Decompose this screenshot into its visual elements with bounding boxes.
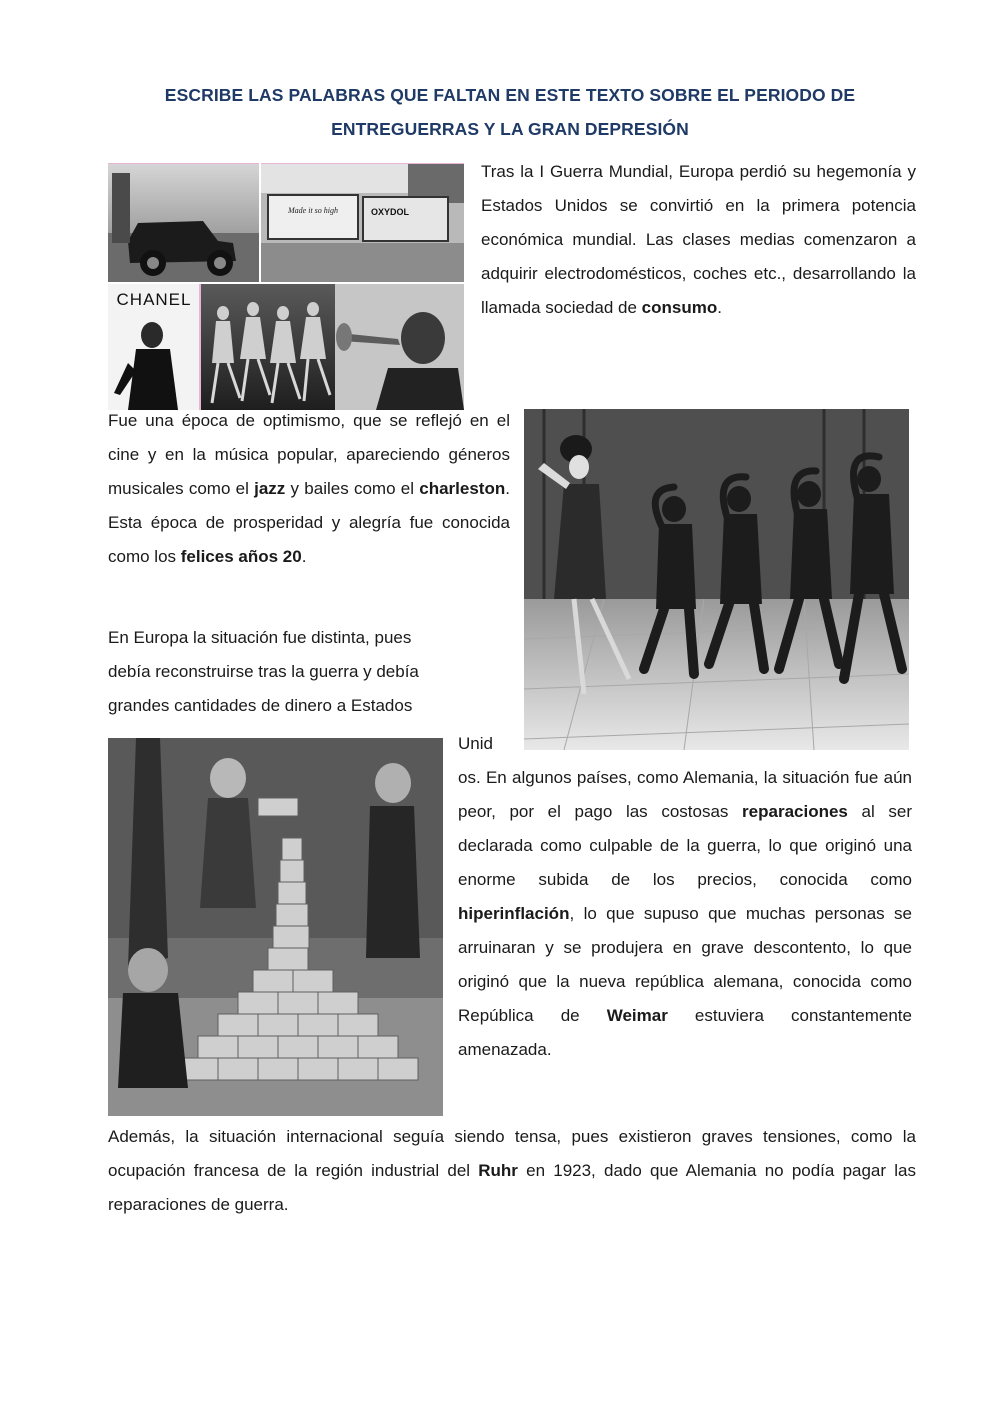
keyword-charleston: charleston: [419, 479, 506, 498]
p4-text-c: al ser declarada como culpable de la guerra, lo que originó una enorme subida de los precios, conocida como: [458, 802, 913, 889]
keyword-weimar: Weimar: [606, 1006, 668, 1025]
keyword-jazz: jazz: [254, 479, 286, 498]
title-line-1: ESCRIBE LAS PALABRAS QUE FALTAN EN ESTE TEXTO SOBRE EL PERIODO DE: [164, 85, 856, 105]
p2-text-d: . Esta época de prosperidad y alegría fue conocida como los: [108, 479, 510, 566]
p3-line-3: grandes cantidades de dinero a Estados: [108, 696, 413, 715]
p3-line-2: debía reconstruirse tras la guerra y debía: [108, 662, 419, 681]
p4-text-d: , lo que supuso que muchas personas se arruinaran y se produjera en grave descontento, lo que originó que la nueva república alemana, conocida como República de: [458, 904, 912, 1025]
paragraph-consumo: [481, 155, 916, 325]
title-line-2: ENTREGUERRAS Y LA GRAN DEPRESIÓN: [331, 119, 689, 139]
paragraph-ruhr: [108, 1120, 916, 1222]
paragraph-felices-anos-20: [108, 404, 510, 574]
keyword-consumo: consumo: [641, 298, 718, 317]
p3-line-1: En Europa la situación fue distinta, pues: [108, 628, 412, 647]
keyword-ruhr: Ruhr: [478, 1161, 518, 1180]
p5-text-a: Además, la situación internacional seguía siendo tensa, pues existieron graves tensiones, como la ocupación francesa de la región industrial del: [108, 1127, 916, 1180]
p1-text-c: .: [717, 298, 722, 317]
hyperinflation-children-photo: [108, 738, 443, 1116]
p3-line-4: Unid: [458, 734, 493, 753]
p1-text-a: Tras la I Guerra Mundial, Europa perdió su hegemonía y Estados Unidos se convirtió en la primera potencia económica mundial. Las clases medias comenzaron a adquirir electrodomésticos, coches etc., desarrollando la llamada sociedad de: [481, 162, 916, 317]
paragraph-europa: [108, 621, 508, 723]
billboard-1-text: Made it so high: [288, 206, 338, 215]
keyword-felices-anos-20: felices años 20: [180, 547, 302, 566]
keyword-reparaciones: reparaciones: [742, 802, 848, 821]
keyword-hiperinflacion: hiperinflación: [458, 904, 570, 923]
p2-text-c: y bailes como el: [285, 479, 420, 498]
billboard-2-text: OXYDOL: [370, 207, 410, 217]
p5-text-c: en 1923, dado que Alemania no podía pagar las reparaciones de guerra.: [108, 1161, 916, 1214]
p4-text-e: estuviera constantemente amenazada.: [458, 1006, 912, 1059]
chanel-logo-text: CHANEL: [116, 290, 192, 309]
paragraph-alemania: [458, 761, 912, 1067]
p2-text-a: Fue una época de optimismo, que se reflejó en el cine y en la música popular, apareciendo géneros musicales como el: [108, 411, 510, 498]
page-title: [100, 78, 920, 146]
p2-text-e: .: [301, 547, 307, 566]
charleston-dancers-photo: [524, 409, 909, 750]
roaring-twenties-collage: [108, 163, 464, 410]
p4-text-a: os. En algunos países, como Alemania, la situación fue aún peor, por el pago las costosas: [458, 768, 912, 821]
